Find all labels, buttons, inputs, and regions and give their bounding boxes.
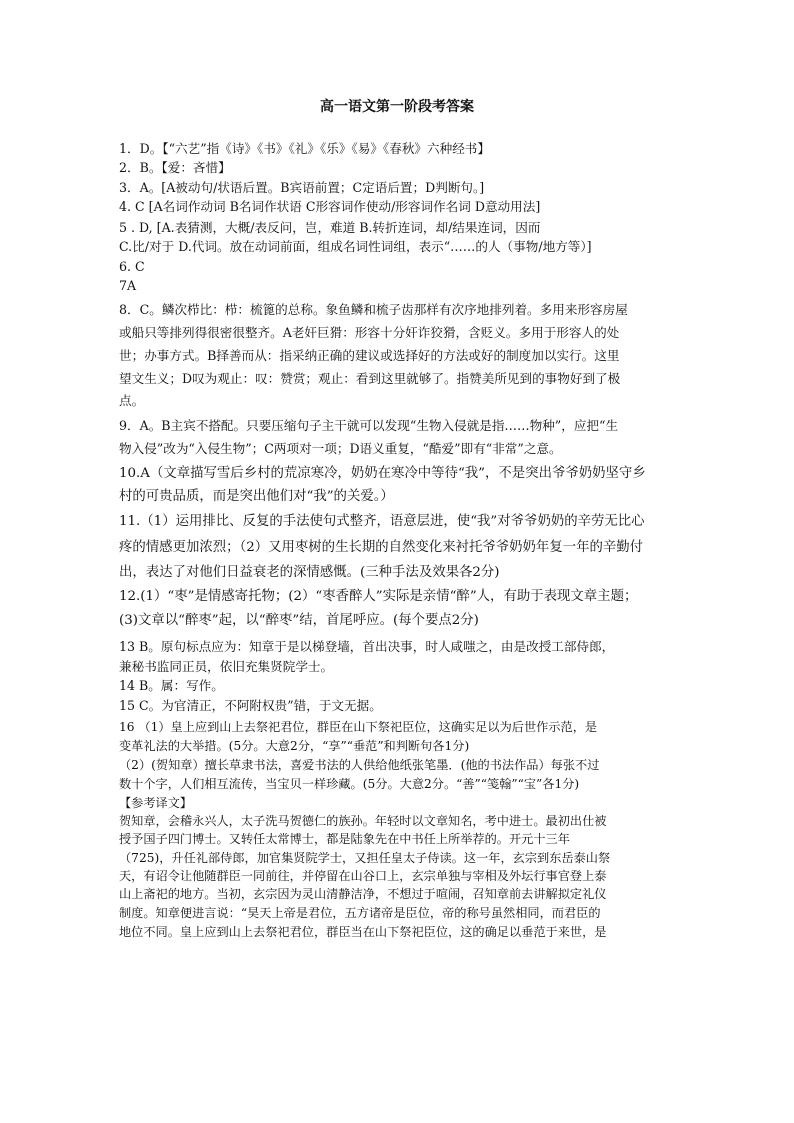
text-line: 14 B。属：写作。 [119,678,224,693]
text-line: 山上斋祀的地方。当初，玄宗因为灵山清静洁净，不想过于喧闹，召知章前去讲解拟定礼仪 [119,887,607,901]
text-line: 点。 [119,393,145,408]
text-line: 村的可贵品质，而是突出他们对“我”的关爱。） [119,489,394,504]
text-line: 2．B。【爱：吝惜】 [119,160,231,175]
text-line: 6. C [119,259,145,274]
text-line: 授予国子四门博士。又转任太常博士，都是陆象先在中书任上所举荐的。开元十三年 [119,832,570,846]
text-line: 9．A。B主宾不搭配。只要压缩句子主干就可以发现“生物入侵就是指……物种”，应把“生 [119,418,619,433]
text-line: 【参考译文】 [119,796,193,810]
text-line: 物入侵”改为“入侵生物”；C两项对一项；D语义重复，“酷爱”即有“非常”之意。 [119,441,562,456]
text-line: 制度。知章便进言说：“昊天上帝是君位，五方诸帝是臣位，帝的称号虽然相同，而君臣的 [119,906,601,920]
text-line: 望文生义；D叹为观止：叹：赞赏；观止：看到这里就够了。指赞美所见到的事物好到了极 [119,371,621,386]
text-line: (3)文章以“醉枣”起，以“醉枣”结，首尾呼应。(每个要点2分) [119,613,479,628]
text-line: 出，表达了对他们日益衰老的深情感慨。(三种手法及效果各2分) [119,565,500,580]
text-line: 变革礼法的大举措。(5分。大意2分，“享”“垂范”和判断句各1分) [119,739,470,753]
text-line: （2）(贺知章）擅长草隶书法，喜爱书法的人供给他纸张笔墨．(他的书法作品）每张不过 [119,758,600,772]
text-line: 兼秘书监同正员，依旧充集贤院学士。 [119,659,334,674]
text-line: 8．C。鳞次栉比：栉：梳篦的总称。象鱼鳞和梳子齿那样有次序地排列着。多用来形容房屋 [119,302,628,317]
text-line: 11.（1）运用排比、反复的手法使句式整齐，语意层进，使“我”对爷爷奶奶的辛劳无比心 [119,514,645,529]
text-line: C.比/对于 D.代词。放在动词前面，组成名词性词组，表示“……的人（事物/地方等）] [119,239,592,254]
text-line: 3．A。[A被动句/状语后置。B宾语前置；C定语后置；D判断句。] [119,180,485,195]
text-line: 天，有诏令让他随群臣一同前往，并停留在山谷口上，玄宗单独与宰相及外坛行事官登上泰 [119,869,607,883]
text-line: 贺知章，会稽永兴人，太子洗马贺德仁的族孙。年轻时以文章知名，考中进士。最初出仕被 [119,814,607,828]
text-line: 世；办事方式。B择善而从：指采纳正确的建议或选择好的方法或好的制度加以实行。这里 [119,348,620,363]
text-line: 4. C [A名词作动词 B名词作状语 C形容词作使动/形容词作名词 D意动用法] [119,199,541,214]
text-line: 数十个字，人们相互流传，当宝贝一样珍藏。(5分。大意2分。“善”“笺翰”“宝”各1分) [119,777,580,791]
text-line: （725)，升任礼部侍郎，加官集贤院学士，又担任皇太子侍读。这一年，玄宗到东岳泰山祭 [119,851,611,865]
text-line: 15 C。为官清正，不阿附权贵”错，于文无据。 [119,698,382,713]
page-title: 高一语文第一阶段考答案 [320,99,474,115]
text-line: 地位不同。皇上应到山上去祭祀君位，群臣当在山下祭祀臣位，这的确足以垂范于来世，是 [119,925,607,939]
text-line: 10.A（文章描写雪后乡村的荒凉寒冷，奶奶在寒冷中等待“我”，不是突出爷爷奶奶坚守乡 [119,466,646,481]
text-line: 16 （1）皇上应到山上去祭祀君位，群臣在山下祭祀臣位，这确实足以为后世作示范，是 [119,720,598,734]
text-line: 或船只等排列得很密很整齐。A老奸巨猾：形容十分奸诈狡猾，含贬义。多用于形容人的处 [119,325,620,340]
text-line: 疼的情感更加浓烈；（2）又用枣树的生长期的自然变化来衬托爷爷奶奶年复一年的辛勤付 [119,540,644,555]
text-line: 5 . D, [A.表猜测，大概/表反问，岂，难道 B.转折连词，却/结果连词，因而 [119,220,541,235]
text-line: 1．D。【“六艺”指《诗》《书》《礼》《乐》《易》《春秋》六种经书】 [119,141,490,156]
text-line: 7A [119,278,137,293]
text-line: 12.(1）“枣”是情感寄托物；(2）“枣香醉人”实际是亲情“醉”人，有助于表现文章主题； [119,589,638,604]
text-line: 13 B。原句标点应为：知章于是以梯登墙，首出决事，时人咸嗤之，由是改授工部侍郎， [119,639,615,654]
